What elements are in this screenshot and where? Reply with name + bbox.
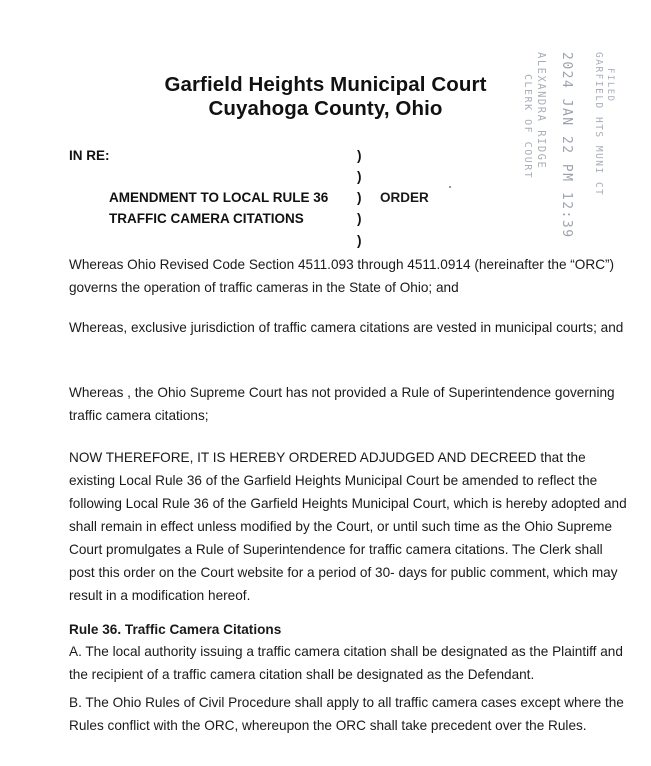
order-label: ORDER	[380, 190, 429, 205]
caption-paren: )	[357, 233, 362, 248]
stamp-filed-line: FILED	[605, 68, 615, 103]
caption-paren: )	[357, 169, 362, 184]
rule-paragraph-b: B. The Ohio Rules of Civil Procedure shall apply to all traffic camera cases except where the Rules conflict with the ORC, whereupon the ORC shall take precedent over the Rules.	[69, 695, 624, 733]
stamp-clerk-title-line: CLERK OF COURT	[522, 74, 533, 180]
whereas-paragraph-2: Whereas, exclusive jurisdiction of traffic camera citations are vested in municipal courts; and	[69, 320, 624, 335]
caption-paren: )	[357, 211, 362, 226]
caption-paren: )	[357, 148, 362, 163]
caption-subject-line-1: AMENDMENT TO LOCAL RULE 36	[109, 190, 329, 205]
whereas-paragraph-3: Whereas , the Ohio Supreme Court has not provided a Rule of Superintendence governing traffic camera citations;	[69, 385, 615, 423]
now-therefore-paragraph: NOW THEREFORE, IT IS HEREBY ORDERED ADJUDGED AND DECREED that the existing Local Rule 36 of the Garfield Heights Municipal Court be amended to reflect the following Local Rule 36 of the Garfield Heights Municipal Court, which is hereby adopted and shall remain in effect unless modified by the Court, or until such time as the Ohio Supreme Court promulgates a Rule of Superintendence for traffic camera citations. The Clerk shall post this order on the Court website for a period of 30- days for public comment, which may result in a modification hereof.	[69, 450, 627, 603]
stamp-court-line: GARFIELD HTS MUNI CT	[593, 52, 604, 197]
caption-paren: )	[357, 190, 362, 205]
in-re-label: IN RE:	[69, 148, 110, 163]
county-subtitle: Cuyahoga County, Ohio	[208, 97, 443, 120]
whereas-paragraph-1: Whereas Ohio Revised Code Section 4511.093 through 4511.0914 (hereinafter the “ORC”) governs the operation of traffic cameras in the State of Ohio; and	[69, 257, 615, 295]
stamp-clerk-name-line: ALEXANDRA RIDGE	[535, 52, 547, 170]
scan-speck	[449, 186, 451, 188]
rule-paragraph-a: A. The local authority issuing a traffic camera citation shall be designated as the Plaintiff and the recipient of a traffic camera citation shall be designated as the Defendant.	[69, 644, 623, 682]
court-name-title: Garfield Heights Municipal Court	[164, 73, 487, 96]
rule-36-heading: Rule 36. Traffic Camera Citations	[69, 622, 282, 637]
clerk-filing-stamp	[515, 52, 615, 239]
stamp-date-line: 2024 JAN 22 PM 12:39	[559, 52, 574, 239]
caption-subject-line-2: TRAFFIC CAMERA CITATIONS	[109, 211, 304, 226]
